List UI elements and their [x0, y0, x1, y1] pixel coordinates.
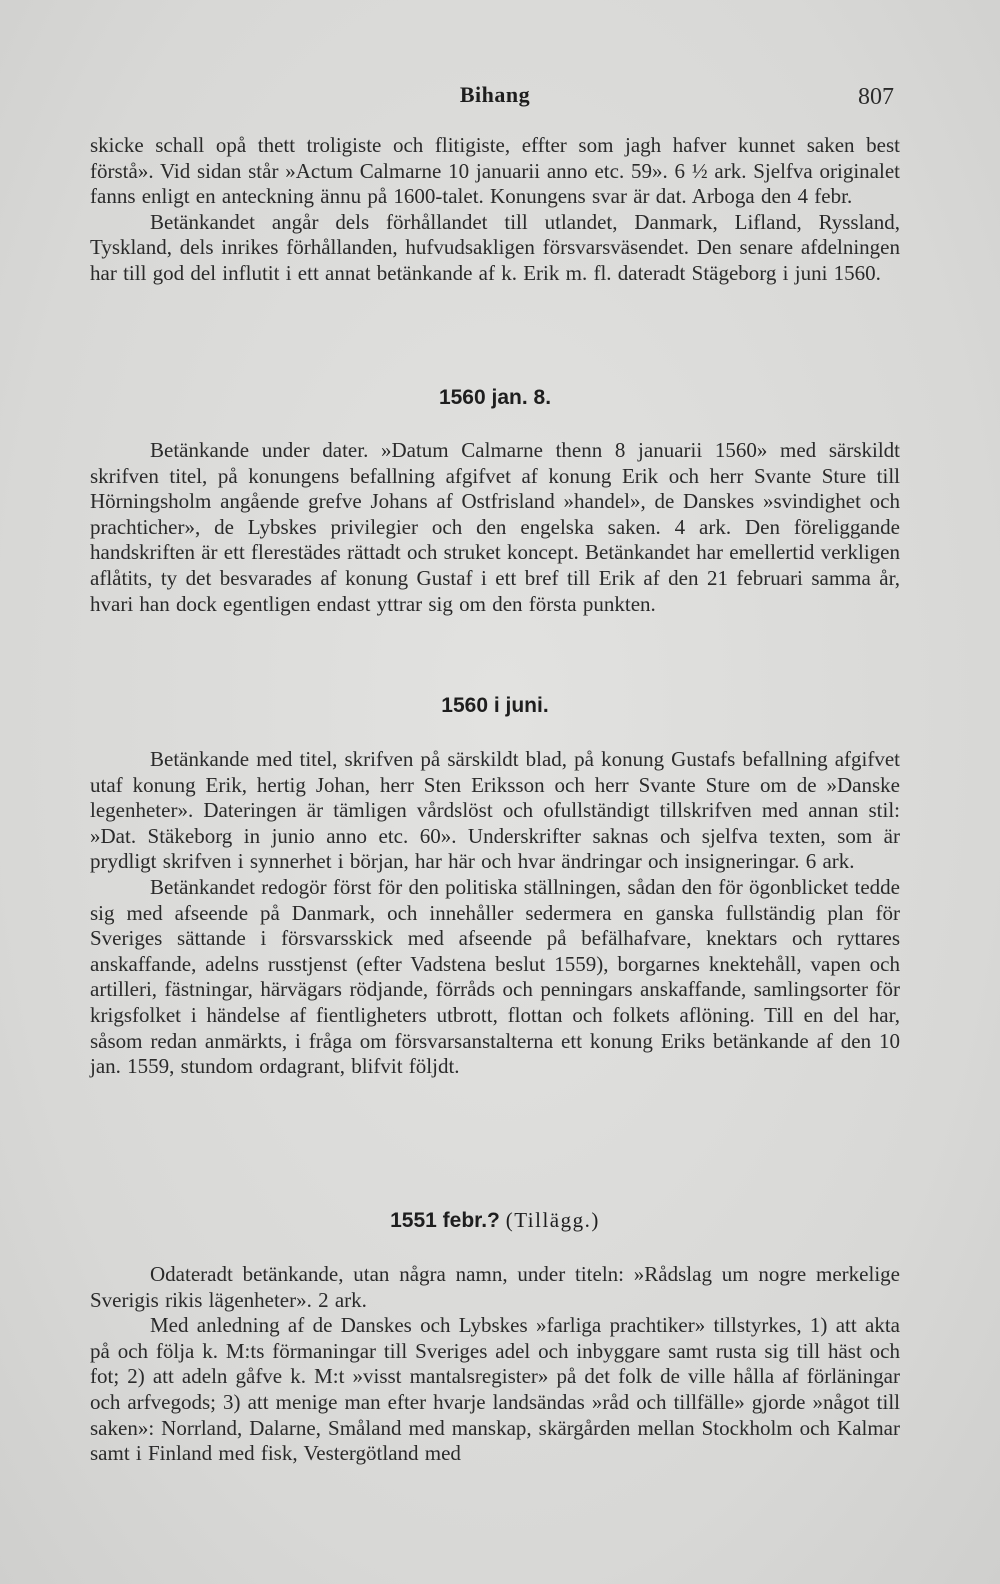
- running-title: Bihang: [459, 82, 531, 107]
- page-number: 807: [858, 84, 894, 110]
- section-date: 1560 i juni.: [441, 694, 549, 717]
- section-date: 1560 jan. 8.: [438, 386, 552, 409]
- section-paragraph: Odateradt betänkande, utan några namn, under titeln: »Rådslag um nogre merkelige Sverigis rikis lägenheter». 2 ark.: [90, 1262, 900, 1312]
- section-paragraph: Med anledning af de Danskes och Lybskes »farliga prachtiker» tillstyrkes, 1) att akta på och följa k. M:ts förmaningar till Sveriges adel och inbyggare samt rusta sig till häst och fot; 2) att adeln gåfve k. M:t »visst mantalsregister» på det folk de ville hålla af förläningar och arfvegods; 3) att menige man efter hvarje landsändas »råd och tillfälle» gjorde »något till saken»: Norrland, Dalarne, Småland med manskap, skärgården mellan Stockholm och Kalmar samt i Finland med fisk, Vestergötland med: [90, 1313, 900, 1466]
- intro-paragraph: skicke schall opå thett troligiste och flitigiste, effter som jagh hafver kunnet saken best förstå». Vid sidan står »Actum Calmarne 10 januarii anno etc. 59». 6 ½ ark. Sjelfva originalet fanns enligt en anteckning ännu på 1600-talet. Konungens svar är dat. Arboga den 4 febr.: [90, 133, 900, 209]
- section-note: (Tillägg.): [505, 1208, 600, 1232]
- section-heading: [90, 1208, 900, 1233]
- section-date: 1551 febr.?: [390, 1209, 500, 1232]
- section-heading: [90, 694, 900, 718]
- section-paragraph: Betänkande under dater. »Datum Calmarne thenn 8 januarii 1560» med särskildt skrifven titel, på konungens befallning afgifvet af konung Erik och herr Svante Sture till Hörningsholm angående grefve Johans af Ostfrisland »handel», de Danskes »svindighet och prachticher», de Lybskes privilegier och den engelska saken. 4 ark. Den föreliggande handskriften är ett flerestädes rättadt och struket koncept. Betänkandet har emellertid verkligen aflåtits, ty det besvarades af konung Gustaf i ett bref till Erik af den 21 februari samma år, hvari han dock egentligen endast yttrar sig om den första punkten.: [90, 438, 900, 616]
- section-paragraph: Betänkandet redogör först för den politiska ställningen, sådan den för ögonblicket tedde sig med afseende på Danmark, och innehåller sedermera en ganska fullständig plan för Sveriges sättande i försvarsskick med afseende på befälhafvare, knektars och ryttares anskaffande, adelns russtjenst (efter Vadstena beslut 1559), borgarnes knektehåll, vapen och artilleri, fästningar, härvägars rödjande, förråds och penningars anskaffande, samlingsorter för krigsfolket i händelse af fientligheters utbrott, flottan och folkets aflöning. Till en del har, såsom redan anmärkts, i fråga om försvarsanstalterna ett konung Eriks betänkande af den 10 jan. 1559, stundom ordagrant, blifvit följdt.: [90, 874, 900, 1079]
- section-heading: [90, 386, 900, 410]
- section-body: [90, 1262, 900, 1467]
- intro-paragraph: Betänkandet angår dels förhållandet till utlandet, Danmark, Lifland, Ryssland, Tyskland, dels inrikes förhållanden, hufvudsakligen försvarsväsendet. Den senare afdelningen har till god del influtit i ett annat betänkande af k. Erik m. fl. dateradt Stägeborg i juni 1560.: [90, 209, 900, 285]
- page-header: [90, 82, 900, 116]
- section-paragraph: Betänkande med titel, skrifven på särskildt blad, på konung Gustafs befallning afgifvet utaf konung Erik, hertig Johan, herr Sten Eriksson och herr Svante Sture om de »Danske legenheter». Dateringen är tämligen vårdslöst och ofullständigt tillskrifven med annan stil: »Dat. Stäkeborg in junio anno etc. 60». Underskrifter saknas och sjelfva texten, som är prydligt skrifven i synnerhet i början, har här och hvar ändringar och insigneringar. 6 ark.: [90, 747, 900, 874]
- section-body: [90, 747, 900, 1080]
- intro-text: [90, 133, 900, 287]
- section-body: [90, 438, 900, 617]
